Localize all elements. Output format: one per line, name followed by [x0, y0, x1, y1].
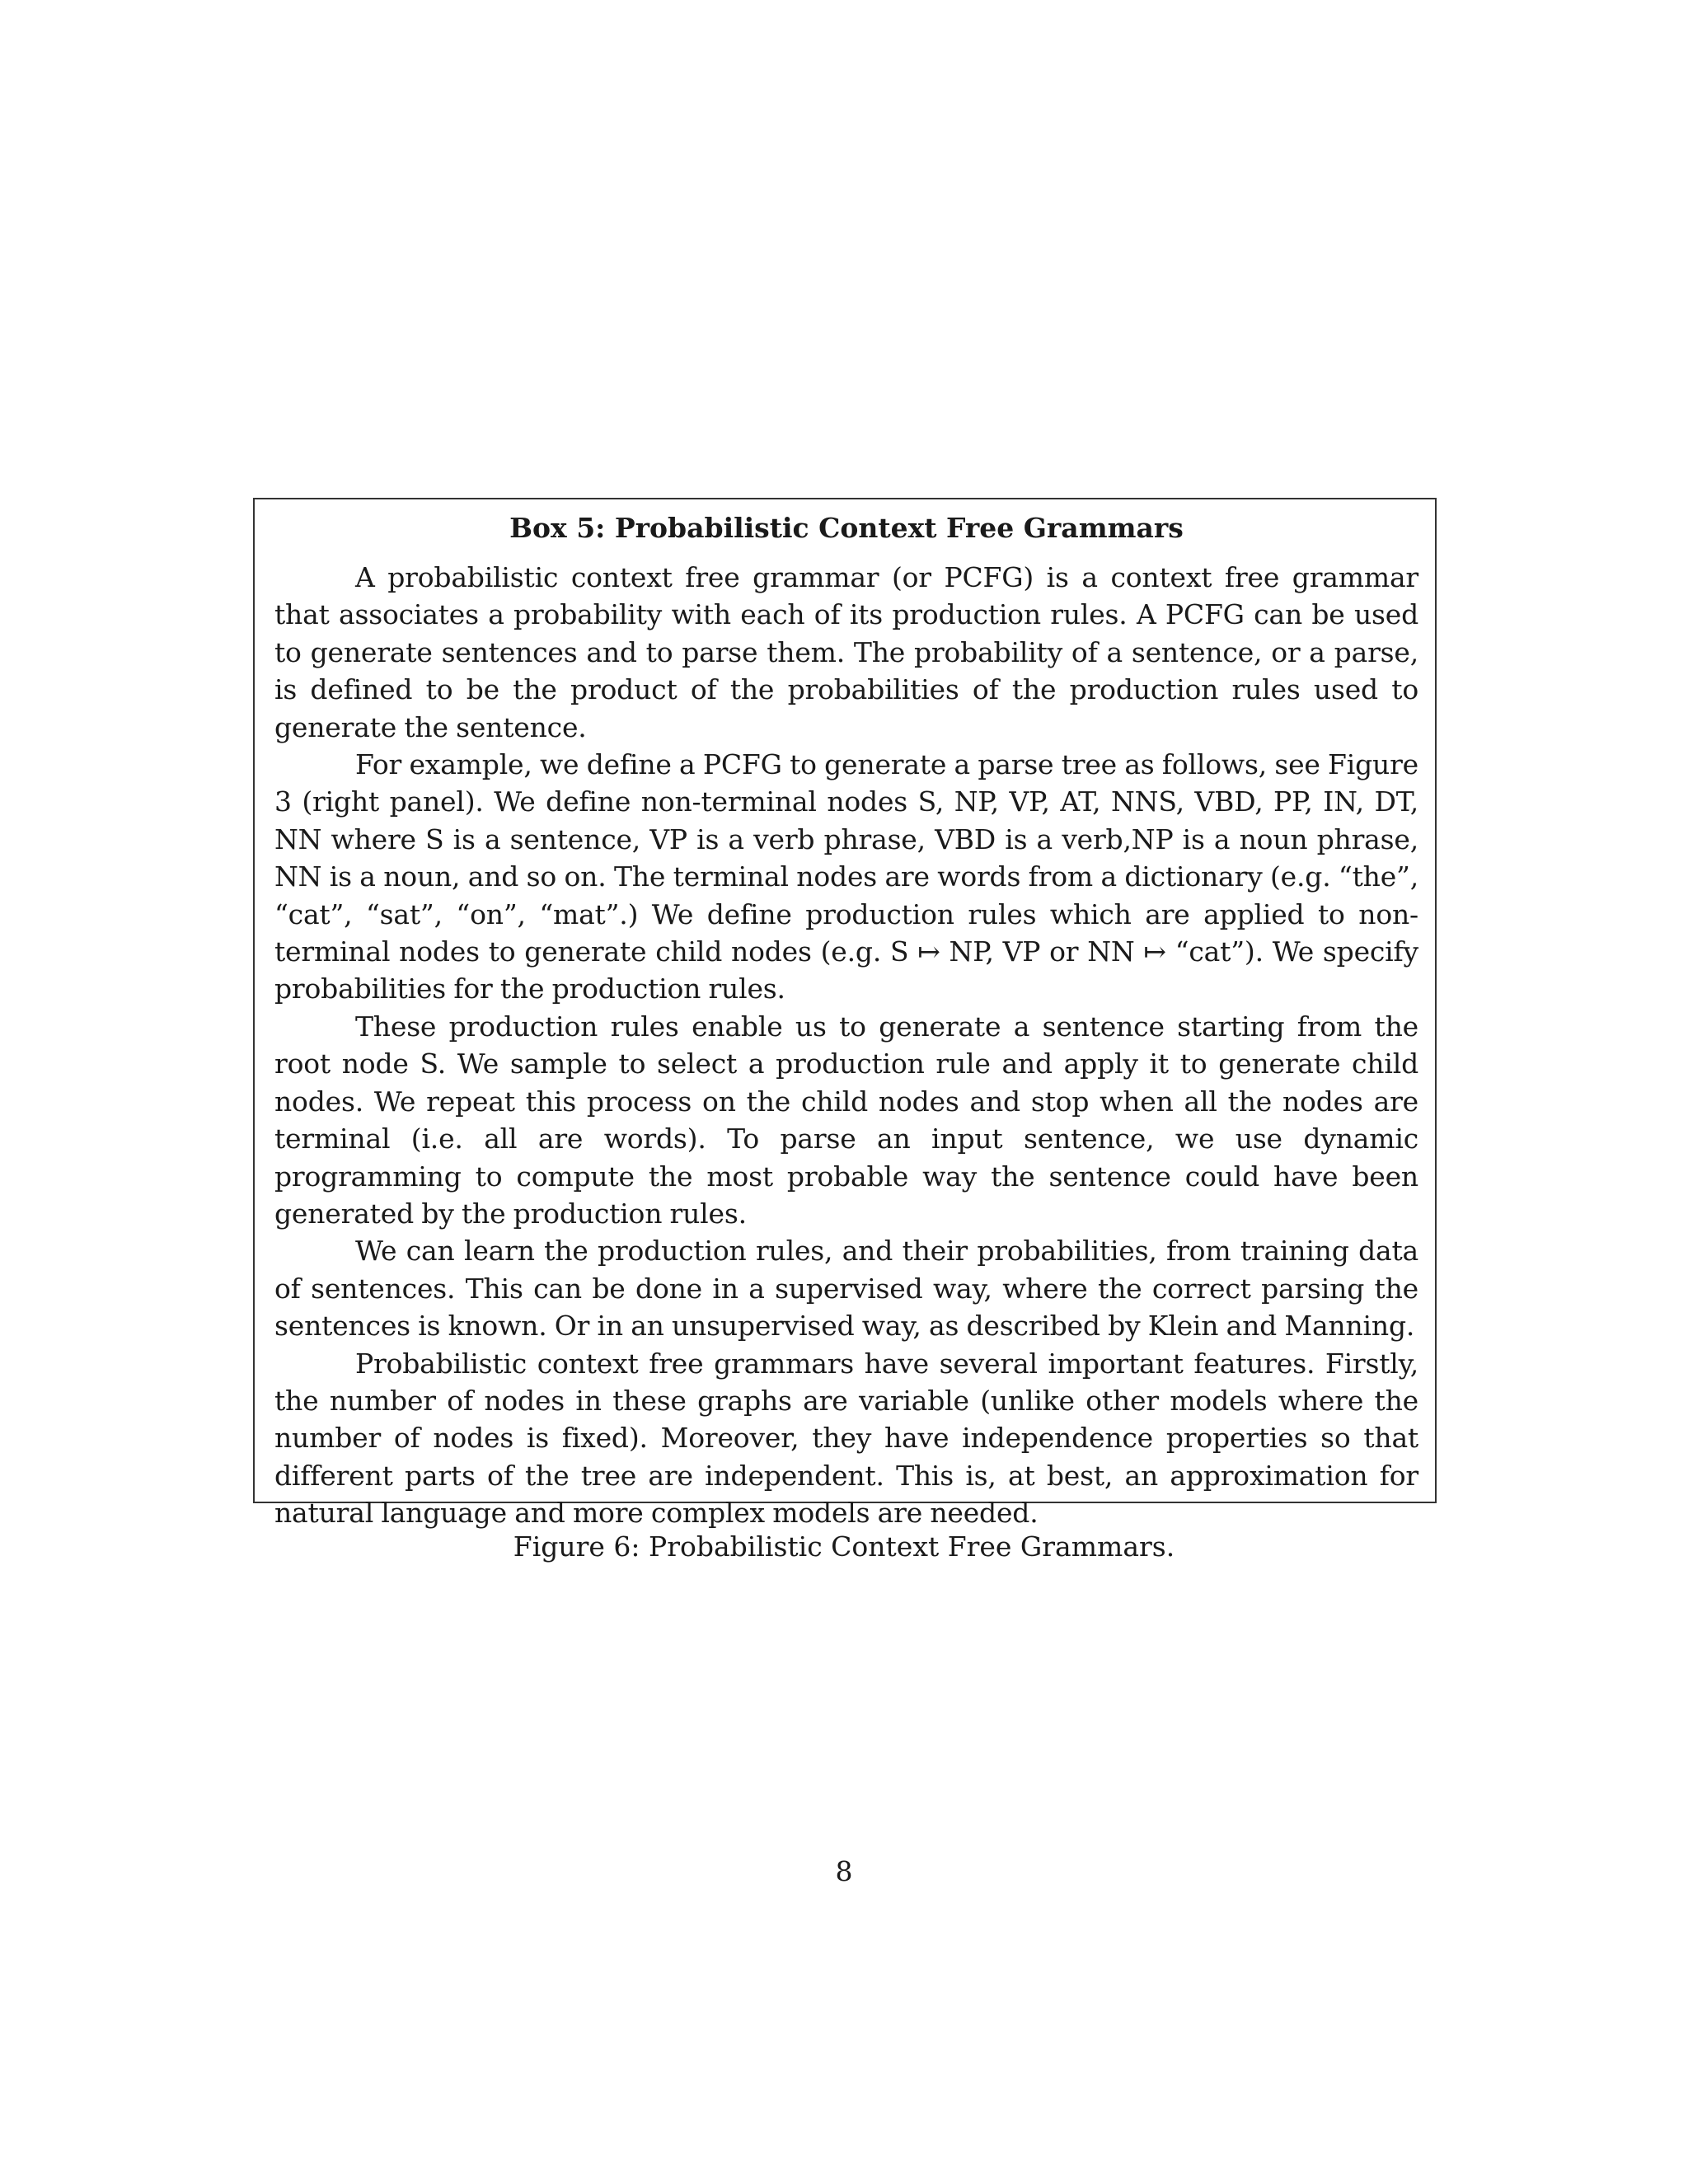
page-number: 8 — [835, 1855, 853, 1887]
paragraph-1: A probabilistic context free grammar (or PCFG) is a context free grammar that associates a probability with each of its production rules. A PCFG can be used to generate sentences and to parse them. The probability of a sentence, or a parse, is defined to be the product of the probabilities of the production rules used to generate the sentence. — [274, 561, 1418, 743]
paragraph-3: These production rules enable us to generate a sentence starting from the root node S. We sample to select a production rule and apply it to generate child nodes. We repeat this process on the child nodes and stop when all the nodes are terminal (i.e. all are words). To parse an input sentence, we use dynamic programming to compute the most probable way the sentence could have been generated by the production rules. — [274, 1010, 1418, 1230]
paragraph-5: Probabilistic context free grammars have several important features. Firstly, the number of nodes in these graphs are variable (unlike other models where the number of nodes is fixed). Moreover, they have independence properties so that different parts of the tree are independent. This is, at best, an approximation for natural language and more complex models are needed. — [274, 1347, 1418, 1530]
box-5 — [253, 498, 1437, 1530]
paragraph-4: We can learn the production rules, and their probabilities, from training data of sentences. This can be done in a supervised way, where the correct parsing the sentences is known. Or in an unsupervised way, as described by Klein and Manning. — [274, 1235, 1418, 1343]
paragraph-2: For example, we define a PCFG to generate a parse tree as follows, see Figure 3 (right panel). We define non-terminal nodes S, NP, VP, AT, NNS, VBD, PP, IN, DT, NN where S is a sentence, VP is a verb phrase, VBD is a verb,NP is a noun phrase, NN is a noun, and so on. The terminal nodes are words from a dictionary (e.g. “the”, “cat”, “sat”, “on”, “mat”.) We define production rules which are applied to non-terminal nodes to generate child nodes (e.g. S ↦ NP, VP or NN ↦ “cat”). We specify probabilities for the production rules. — [274, 748, 1418, 1005]
box-title: Box 5: Probabilistic Context Free Grammars — [509, 512, 1184, 544]
figure-caption: Figure 6: Probabilistic Context Free Grammars. — [513, 1530, 1175, 1563]
